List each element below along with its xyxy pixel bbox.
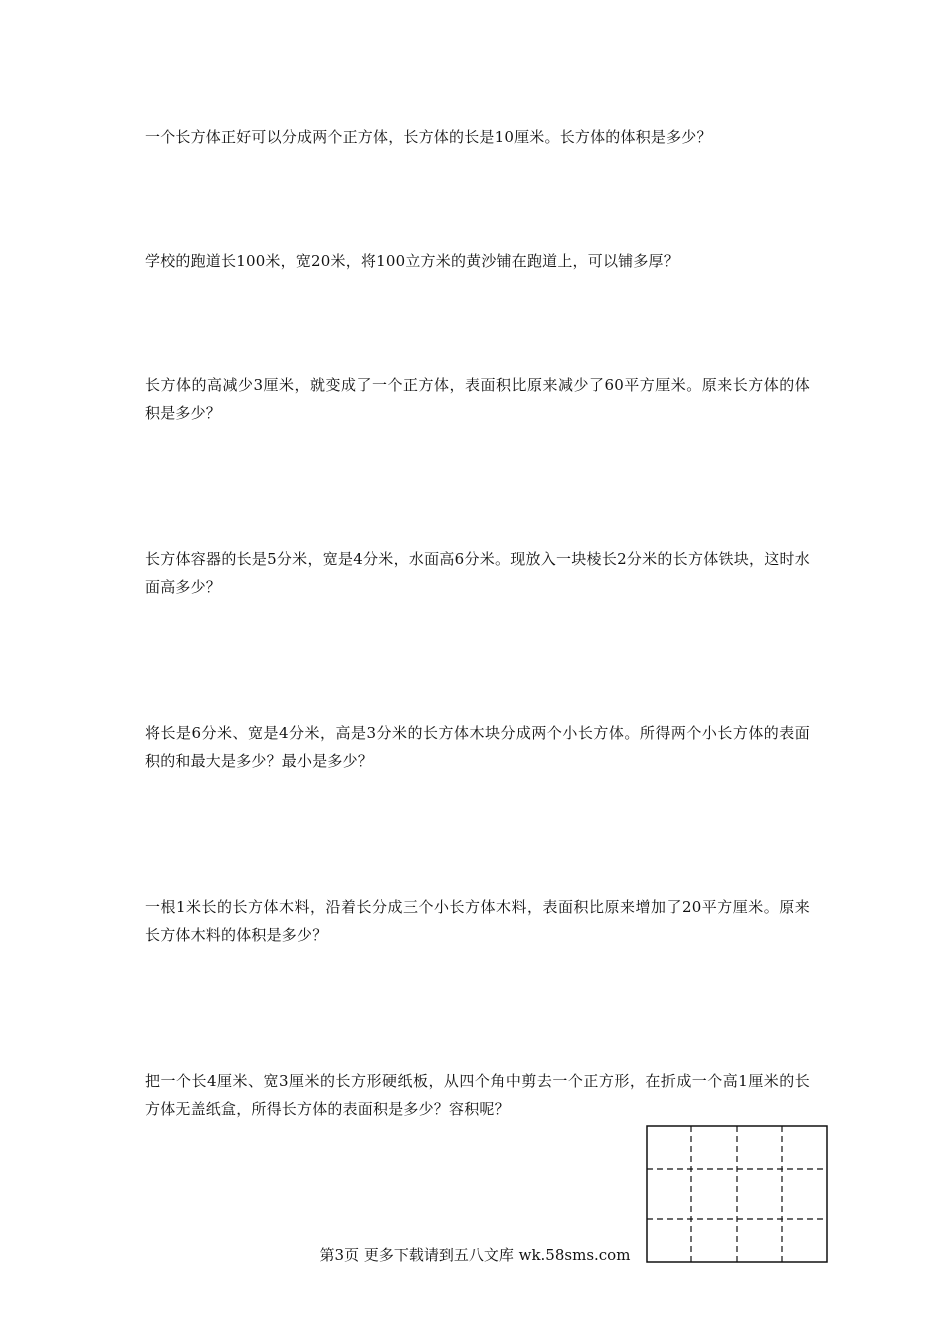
problem-1: 一个长方体正好可以分成两个正方体，长方体的长是10厘米。长方体的体积是多少？ bbox=[145, 128, 712, 146]
problem-5: 将长是6分米、宽是4分米，高是3分米的长方体木块分成两个小长方体。所得两个小长方体的表面积的和最大是多少？最小是多少？ bbox=[145, 724, 810, 770]
problem-7: 把一个长4厘米、宽3厘米的长方形硬纸板，从四个角中剪去一个正方形，在折成一个高1厘米的长方体无盖纸盒，所得长方体的表面积是多少？容积呢？ bbox=[145, 1072, 810, 1118]
problem-2: 学校的跑道长100米，宽20米，将100立方米的黄沙铺在跑道上，可以铺多厚？ bbox=[145, 252, 679, 270]
problem-4: 长方体容器的长是5分米，宽是4分米，水面高6分米。现放入一块棱长2分米的长方体铁块，这时水面高多少？ bbox=[145, 550, 810, 596]
page-footer: 第3页 更多下载请到五八文库 wk.58sms.com bbox=[319, 1246, 631, 1264]
problem-3: 长方体的高减少3厘米，就变成了一个正方体，表面积比原来减少了60平方厘米。原来长方体的体积是多少？ bbox=[145, 376, 810, 422]
cardboard-cut-diagram bbox=[646, 1125, 828, 1263]
problem-6: 一根1米长的长方体木料，沿着长分成三个小长方体木料，表面积比原来增加了20平方厘米。原来长方体木料的体积是多少？ bbox=[145, 898, 810, 944]
